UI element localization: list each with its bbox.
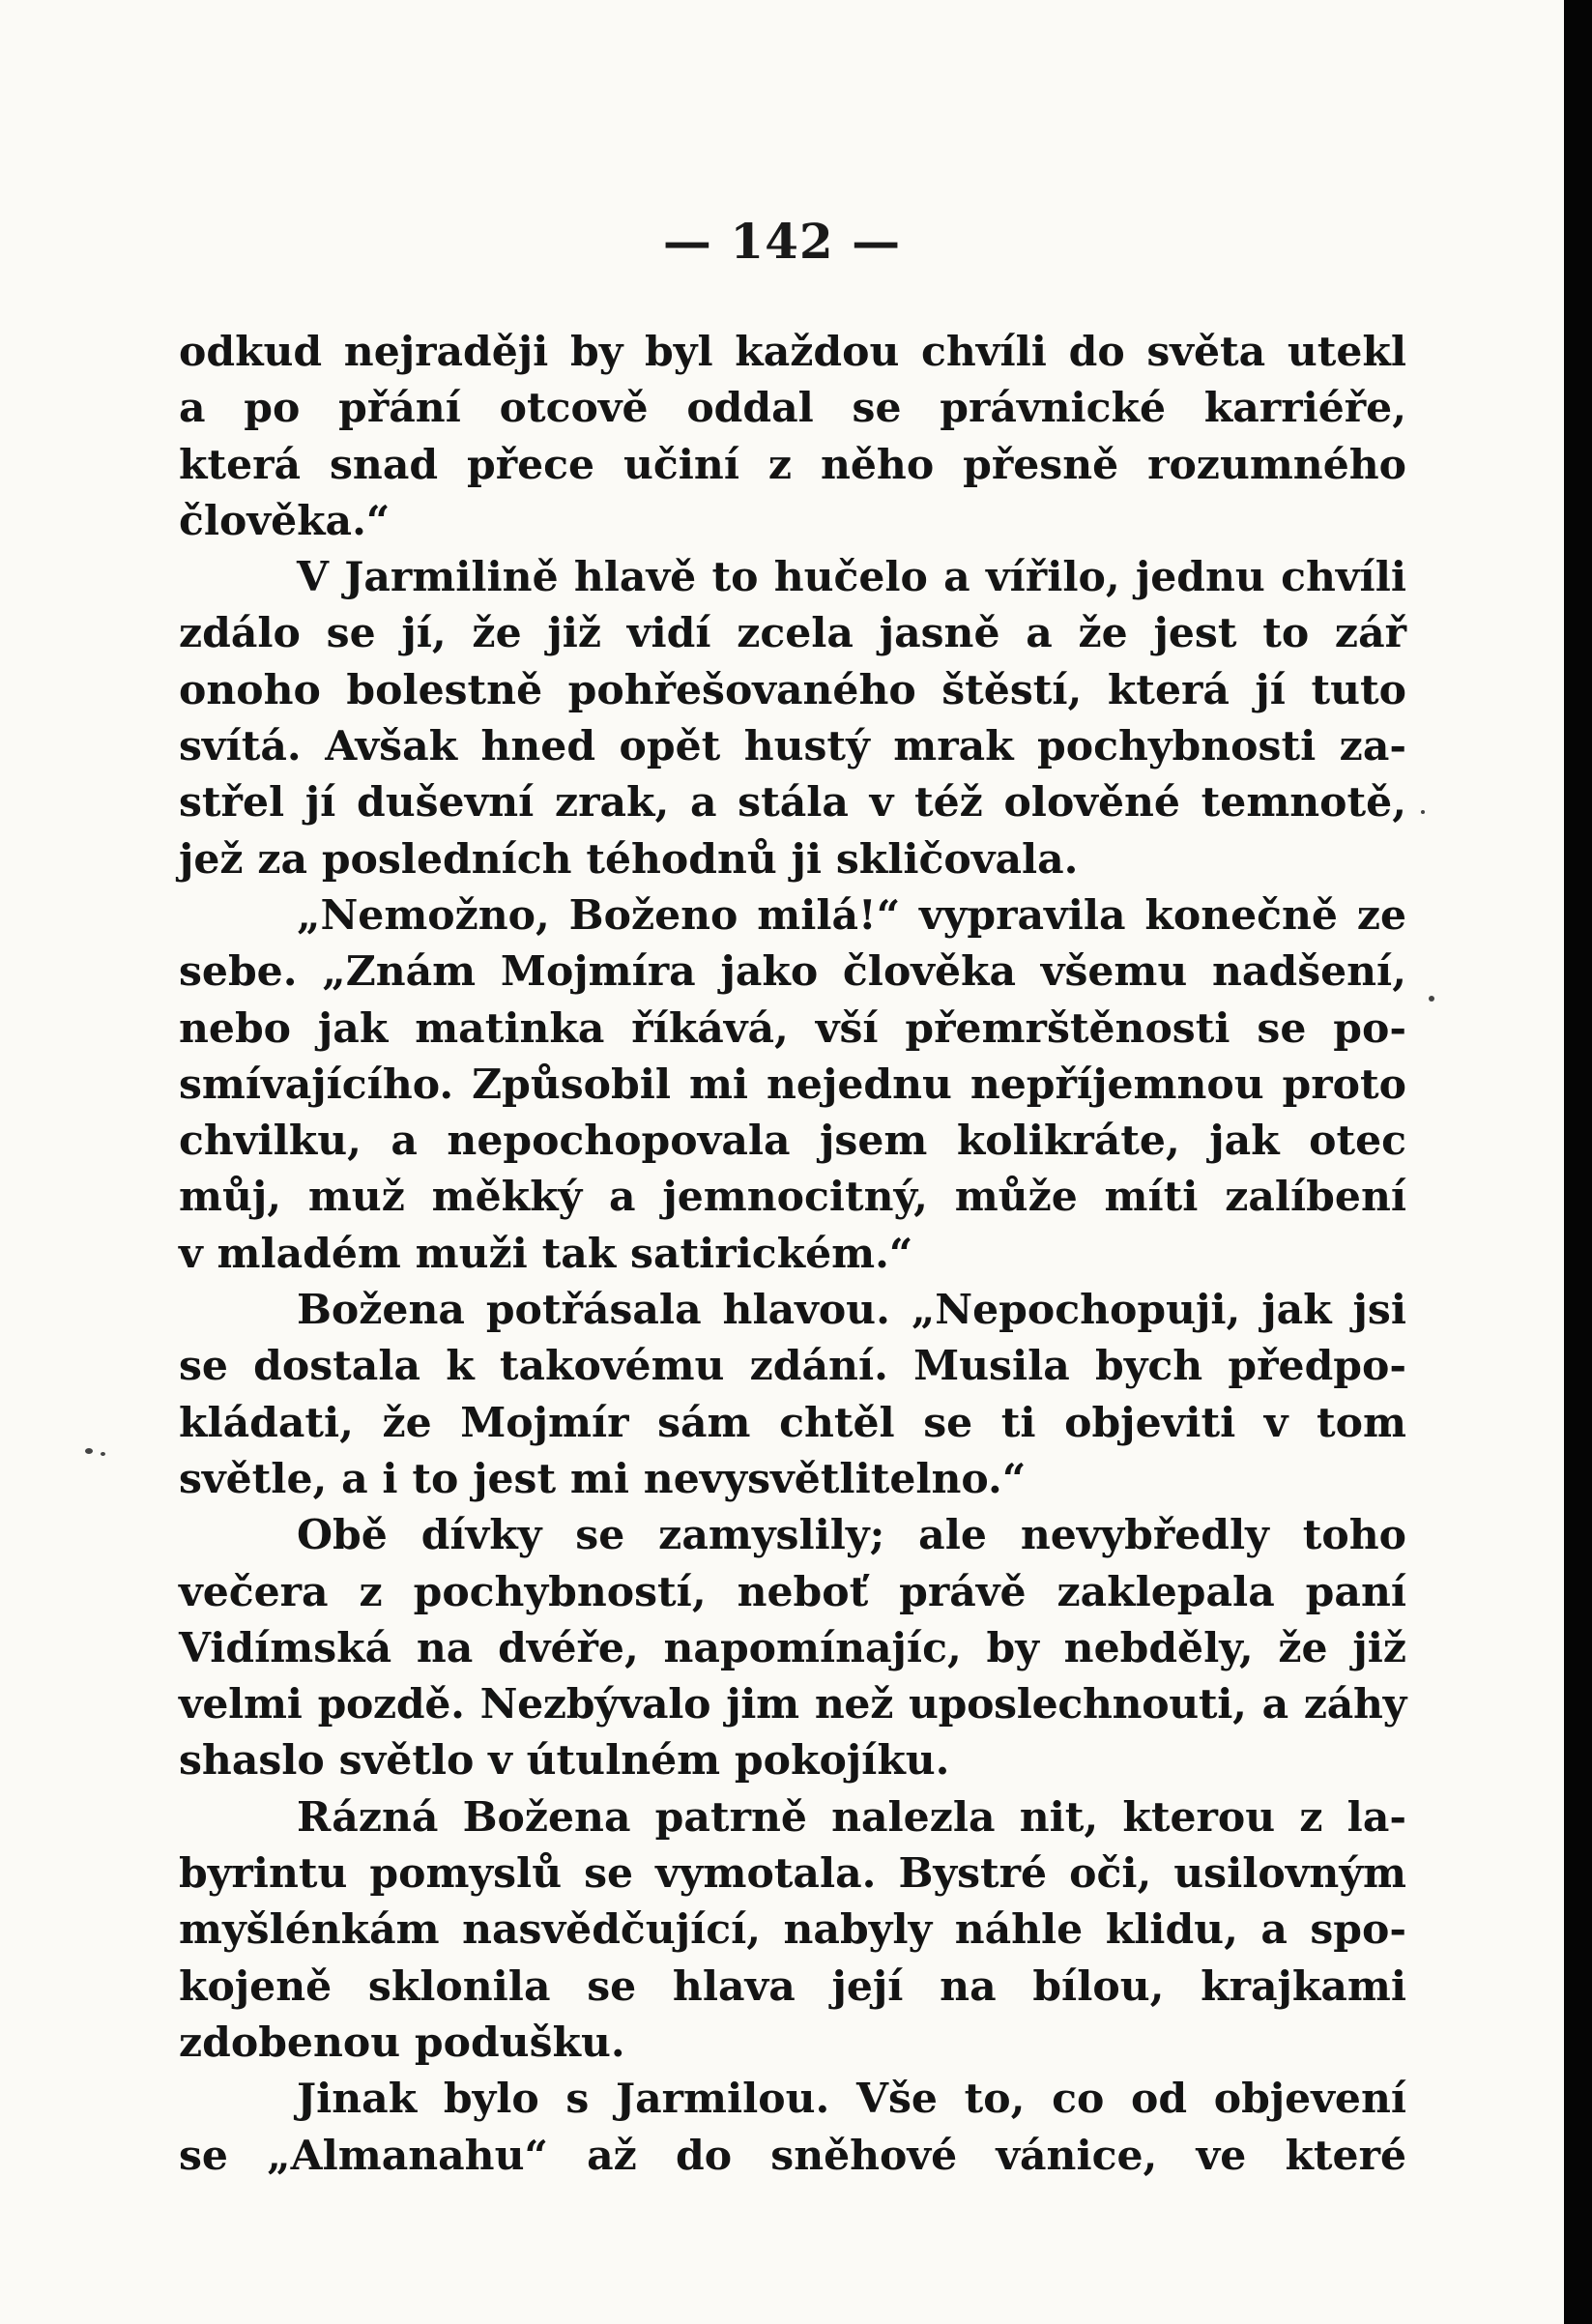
text-line: Rázná Božena patrně nalezla nit, kterou z la- xyxy=(297,1792,1406,1842)
text-line: člověka.“ xyxy=(179,496,391,545)
text-line: která snad přece učiní z něho přesně rozumného xyxy=(179,440,1406,489)
ink-speck xyxy=(1429,996,1434,1002)
text-line: kojeně sklonila se hlava její na bílou, krajkami xyxy=(179,1961,1406,2011)
ink-speck xyxy=(85,1448,93,1454)
text-line: a po přání otcově oddal se právnické karriéře, xyxy=(179,384,1406,433)
text-line: můj, muž měkký a jemnocitný, může míti zalíbení xyxy=(179,1173,1406,1222)
text-line: Božena potřásala hlavou. „Nepochopuji, jak jsi xyxy=(297,1286,1406,1335)
text-line: svítá. Avšak hned opět hustý mrak pochybnosti za- xyxy=(179,722,1406,771)
scan-border xyxy=(1564,0,1592,2324)
text-line: V Jarmilině hlavě to hučelo a vířilo, jednu chvíli xyxy=(297,553,1406,602)
text-line: Obě dívky se zamyslily; ale nevybředly toho xyxy=(297,1511,1406,1560)
text-line: kládati, že Mojmír sám chtěl se ti objeviti v tom xyxy=(179,1398,1406,1447)
text-line: velmi pozdě. Nezbývalo jim než uposlechnouti, a záhy xyxy=(179,1680,1406,1729)
text-line: odkud nejraději by byl každou chvíli do světa utekl xyxy=(179,328,1406,376)
text-line: zdobenou podušku. xyxy=(179,2018,625,2067)
text-line: zdálo se jí, že již vidí zcela jasně a že jest to zář xyxy=(179,609,1406,658)
text-line: myšlénkám nasvědčující, nabyly náhle klidu, a spo- xyxy=(179,1905,1406,1955)
text-line: v mladém muži tak satirickém.“ xyxy=(179,1229,913,1278)
text-line: „Nemožno, Boženo milá!“ vypravila konečně ze xyxy=(297,890,1406,940)
text-line: Jinak bylo s Jarmilou. Vše to, co od objevení xyxy=(297,2075,1406,2124)
text-line: onoho bolestně pohřešovaného štěstí, která jí tuto xyxy=(179,665,1406,714)
page-number: — 142 — xyxy=(662,213,902,270)
text-line: shaslo světlo v útulném pokojíku. xyxy=(179,1736,950,1786)
text-line: chvilku, a nepochopovala jsem kolikráte, jak otec xyxy=(179,1117,1406,1166)
ink-speck xyxy=(101,1452,105,1456)
text-line: jež za posledních téhodnů ji skličovala. xyxy=(179,834,1079,884)
body-text xyxy=(179,324,1406,2184)
text-line: nebo jak matinka říkává, vší přemrštěnosti se po- xyxy=(179,1003,1406,1053)
text-line: se dostala k takovému zdání. Musila bych předpo- xyxy=(179,1342,1406,1391)
ink-speck xyxy=(1421,810,1425,814)
text-line: byrintu pomyslů se vymotala. Bystré oči, usilovným xyxy=(179,1849,1406,1899)
text-line: večera z pochybností, neboť právě zaklepala paní xyxy=(179,1567,1406,1616)
text-line: se „Almanahu“ až do sněhové vánice, ve které xyxy=(179,2131,1406,2180)
text-line: sebe. „Znám Mojmíra jako člověka všemu nadšení, xyxy=(179,947,1406,997)
text-line: světle, a i to jest mi nevysvětlitelno.“ xyxy=(179,1454,1027,1503)
text-line: smívajícího. Způsobil mi nejednu nepříjemnou proto xyxy=(179,1060,1406,1109)
text-line: střel jí duševní zrak, a stála v též olověné temnotě, xyxy=(179,778,1406,828)
text-line: Vidímská na dvéře, napomínajíc, by nebděly, že již xyxy=(179,1623,1406,1672)
